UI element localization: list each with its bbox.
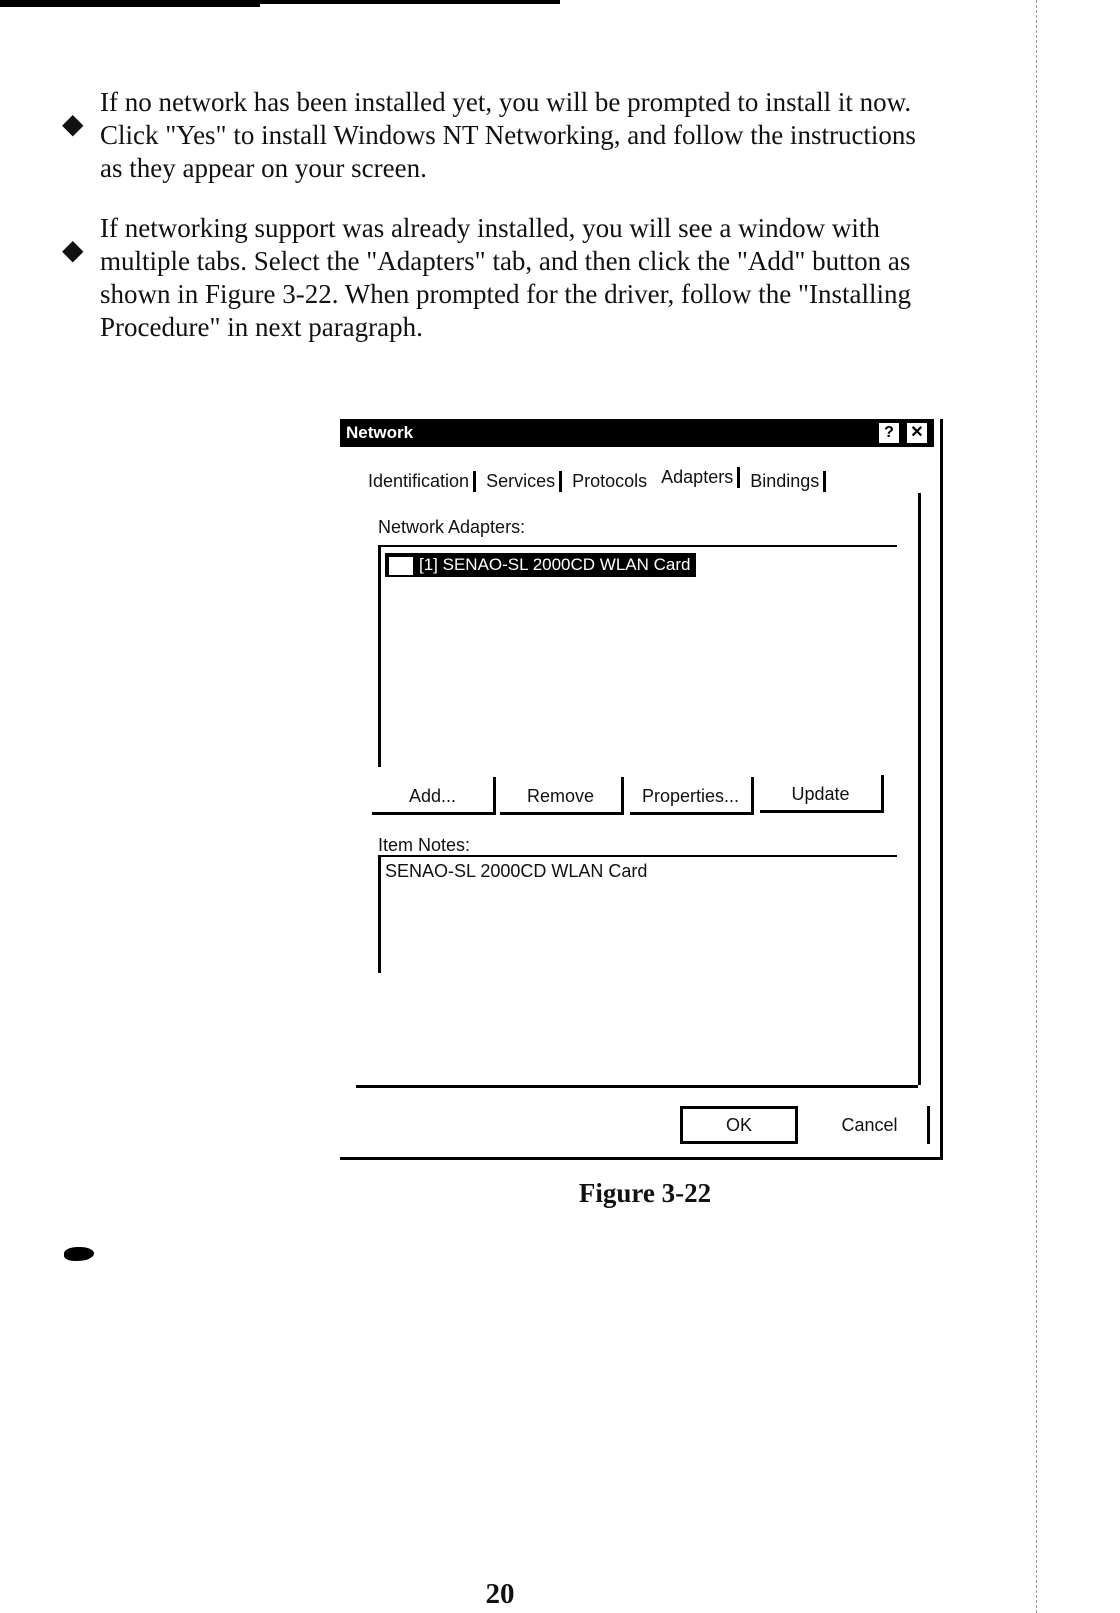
cancel-button[interactable]: Cancel xyxy=(812,1106,930,1144)
update-button[interactable]: Update xyxy=(760,775,884,813)
paragraph-1: If no network has been installed yet, you will be prompted to install it now. Click "Yes" to install Windows NT Networking, and follow the instructions as they appear on your screen. xyxy=(100,87,916,183)
close-button[interactable]: ✕ xyxy=(906,422,928,444)
dialog-titlebar xyxy=(340,419,934,447)
dialog-separator xyxy=(356,1085,918,1088)
add-button[interactable]: Add... xyxy=(372,777,496,815)
dialog-title: Network xyxy=(346,423,414,442)
tab-protocols[interactable]: Protocols xyxy=(572,471,648,491)
ink-blot xyxy=(64,1247,94,1261)
bullet-diamond-1: ◆ xyxy=(62,107,84,140)
ok-button[interactable]: OK xyxy=(680,1106,798,1144)
figure-caption: Figure 3-22 xyxy=(578,1178,712,1208)
network-dialog xyxy=(340,419,943,1160)
network-adapters-label: Network Adapters: xyxy=(378,517,526,537)
adapter-list-item[interactable] xyxy=(385,553,696,577)
item-notes-box xyxy=(378,855,897,973)
tab-panel-border xyxy=(918,493,921,1085)
top-rule-thick xyxy=(0,0,260,7)
help-button[interactable]: ? xyxy=(878,422,900,444)
paragraph-2: If networking support was already installed, you will see a window with multiple tabs. Select the "Adapters" tab, and then click the "Add" button as shown in Figure 3-22. When prompted for the driver, follow the "Installing Procedure" in next paragraph. xyxy=(100,213,912,342)
adapter-name: [1] SENAO-SL 2000CD WLAN Card xyxy=(419,555,691,574)
tab-bindings[interactable]: Bindings xyxy=(746,471,826,492)
tab-services[interactable]: Services xyxy=(482,471,562,492)
item-notes-text: SENAO-SL 2000CD WLAN Card xyxy=(385,861,648,881)
tab-adapters[interactable]: Adapters xyxy=(657,467,740,488)
network-card-icon xyxy=(389,557,413,575)
tab-strip xyxy=(364,467,832,492)
tab-identification[interactable]: Identification xyxy=(364,471,476,492)
item-notes-label: Item Notes: xyxy=(378,835,471,855)
bullet-diamond-2: ◆ xyxy=(62,233,84,266)
page-number: 20 xyxy=(485,1578,515,1610)
adapters-listbox[interactable] xyxy=(378,545,897,767)
right-margin-rule xyxy=(1036,0,1037,1613)
remove-button[interactable]: Remove xyxy=(500,777,624,815)
properties-button[interactable]: Properties... xyxy=(630,777,754,815)
